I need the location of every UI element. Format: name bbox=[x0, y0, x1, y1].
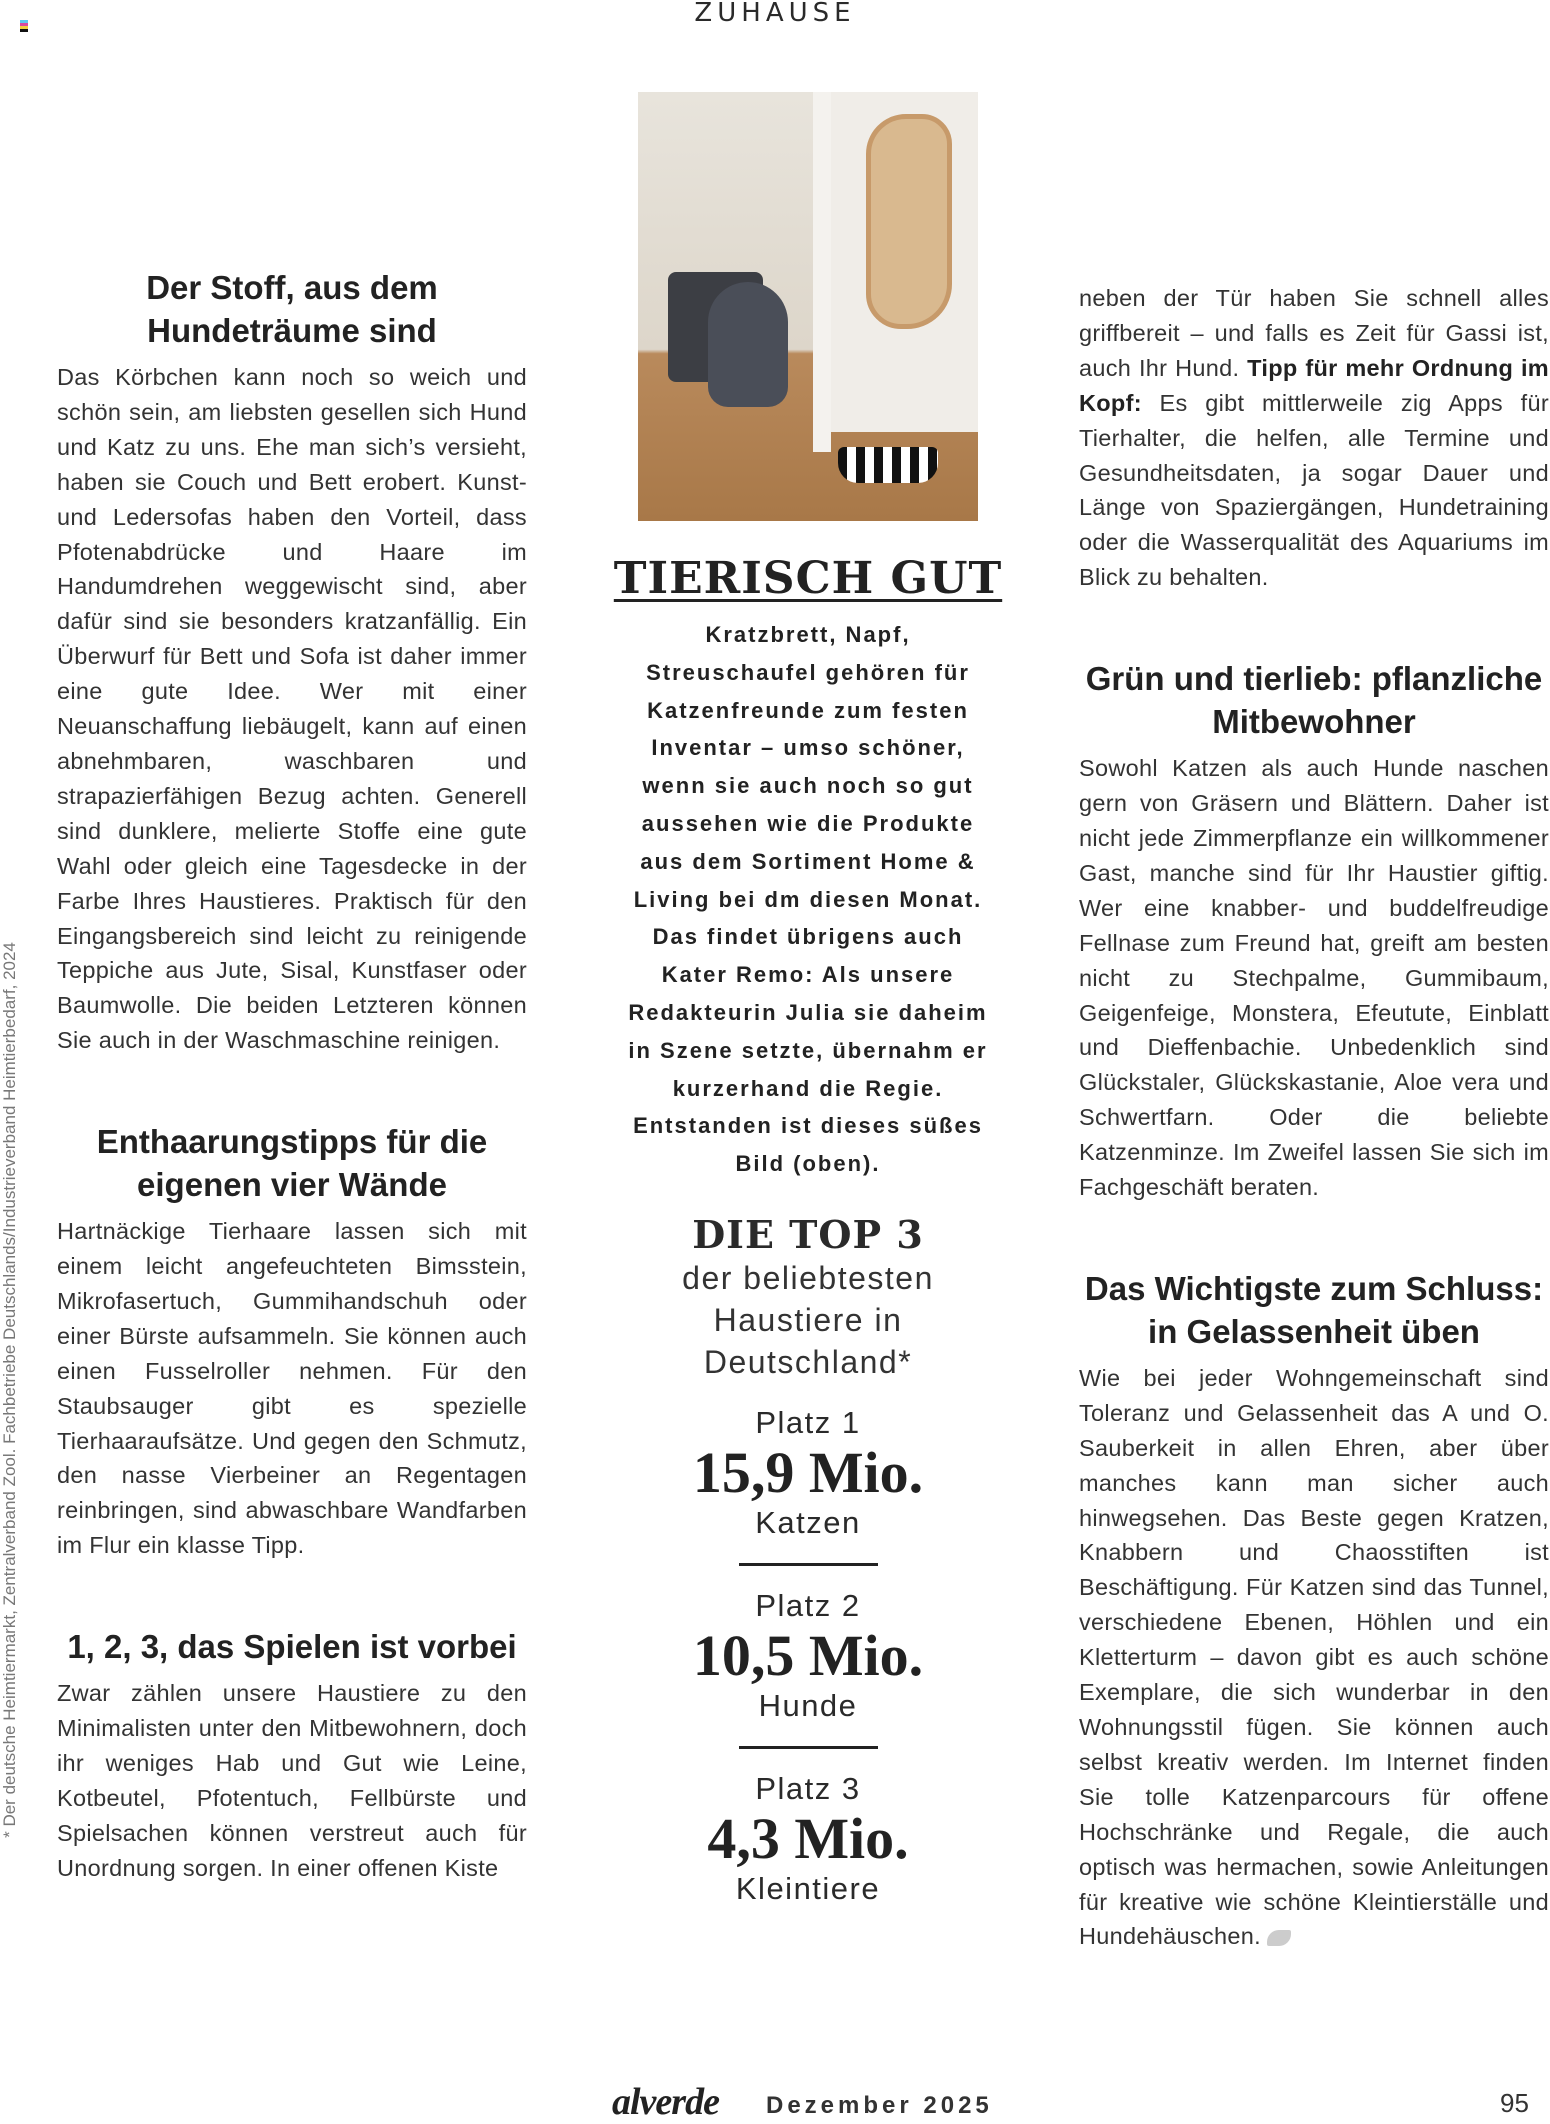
heading-spielen: 1, 2, 3, das Spielen ist vorbei bbox=[67, 1628, 517, 1666]
footnote-source: * Der deutsche Heimtiermarkt, Zentralverband Zool. Fachbetriebe Deutschlands/Industrieverband Heimtierbedarf, 2024 bbox=[0, 942, 19, 1838]
door-frame bbox=[813, 92, 831, 452]
rank-animal: Kleintiere bbox=[735, 1870, 881, 1906]
section-header: ZUHAUSE bbox=[694, 0, 856, 28]
top3-heading: DIE TOP 3 bbox=[692, 1211, 924, 1257]
heading-gruen: Grün und tierlieb: pflanzliche Mitbewohner bbox=[1085, 660, 1543, 741]
rank-2 bbox=[620, 1586, 996, 1726]
cat-interior-photo bbox=[638, 92, 978, 521]
left-column bbox=[57, 266, 527, 1886]
cat bbox=[708, 282, 788, 407]
paragraph-spielen: Zwar zählen unsere Haustiere zu den Minimalisten unter den Mitbewohnern, doch ihr weniges Hab und Gut wie Leine, Kotbeutel, Pfotentuch, Fellbürste und Spielsachen können verstreut auch für Unordnung sorgen. In einer offenen Kiste bbox=[57, 1680, 527, 1881]
paragraph-schluss-wrap bbox=[1079, 1361, 1549, 1954]
rank-value: 4,3 Mio. bbox=[707, 1805, 909, 1871]
paragraph-ordnung bbox=[1079, 281, 1549, 595]
rank-1 bbox=[620, 1403, 996, 1543]
magazine-logo: alverde bbox=[612, 2081, 719, 2123]
scratching-board bbox=[866, 114, 952, 329]
heading-schluss: Das Wichtigste zum Schluss: in Gelassenheit üben bbox=[1084, 1269, 1544, 1350]
issue-date: Dezember 2025 bbox=[766, 2092, 993, 2119]
rank-animal: Hunde bbox=[758, 1687, 858, 1723]
heading-stoff: Der Stoff, aus dem Hundeträume sind bbox=[146, 269, 438, 349]
paragraph-schluss: Wie bei jeder Wohngemeinschaft sind Toleranz und Gelassenheit das A und O. Sauberkeit in allen Ehren, aber über manches kann man sicher auch hinwegsehen. Das Beste gegen Kratzen, Knabbern und Chaosstiften ist Beschäftigung. Für Katzen sind das Tunnel, verschiedene Ebenen, Höhlen und ein Kletterturm – davon gibt es auch schöne Exemplare, die sich wunderbar in den Wohnungsstil fügen. Sie können auch selbst kreativ werden. Im Internet finden Sie tolle Katzenparcours für offene Hochschränke und Regale, die auch optisch was hermachen, sowie Anleitungen für kreative wie schöne Kleintierställe und Hundehäuschen. bbox=[1079, 1364, 1549, 1950]
bold-tip: Tipp für mehr Ordnung im Kopf: bbox=[1079, 354, 1549, 416]
middle-column bbox=[610, 554, 1006, 1909]
right-column bbox=[1079, 281, 1549, 1954]
rank-place: Platz 3 bbox=[755, 1770, 861, 1806]
top3-subtitle: der beliebtesten Haustiere in Deutschland* bbox=[682, 1259, 934, 1380]
box-text: Kratzbrett, Napf, Streuschaufel gehören für Katzenfreunde zum festen Inventar – umso schöner, wenn sie auch noch so gut aussehen wie die Produkte aus dem Sortiment Home & Living bei dm diesen Monat. Das findet übrigens auch Kater Remo: Als unsere Redakteurin Julia sie daheim in Szene setzte, übernahm er kurzerhand die Regie. Entstanden ist dieses süßes Bild (oben). bbox=[628, 622, 988, 1177]
paragraph-gruen: Sowohl Katzen als auch Hunde naschen gern von Gräsern und Blättern. Daher ist nicht jede Zimmerpflanze ein willkommener Gast, manche sind für Ihr Haustier giftig. Wer eine knabber- und buddelfreudige Fellnase zum Freund hat, greift am besten nicht zu Stechpalme, Gummibaum, Geigenfeige, Monstera, Efeutute, Einblatt und Dieffenbachie. Unbedenklich sind Glückstaler, Glückskastanie, Aloe vera und Schwertfarn. Oder die beliebte Katzenminze. Im Zweifel lassen Sie sich im Fachgeschäft beraten. bbox=[1079, 755, 1549, 1201]
paragraph-stoff: Das Körbchen kann noch so weich und schön sein, am liebsten gesellen sich Hund und Katz zu uns. Ehe man sich’s versieht, haben sie Couch und Bett erobert. Kunst- und Ledersofas haben den Vorteil, dass Pfotenabdrücke und Haare im Handumdrehen weggewischt sind, aber dafür sind sie besonders kratzanfällig. Ein Überwurf für Bett und Sofa ist daher immer eine gute Idee. Wer mit einer Neuanschaffung liebäugelt, kann auf einen abnehmbaren, waschbaren und strapazierfähigen Bezug achten. Generell sind dunklere, melierte Stoffe eine gute Wahl oder gleich eine Tagesdecke in der Farbe Ihres Haustieres. Praktisch für den Eingangsbereich sind leicht zu reinigende Teppiche aus Jute, Sisal, Kunstfaser oder Baumwolle. Die beiden Letzteren können Sie auch in der Waschmaschine reinigen. bbox=[57, 364, 527, 1054]
paragraph-enthaarung: Hartnäckige Tierhaare lassen sich mit einem leicht angefeuchteten Bimsstein, Mikrofasertuch, Gummihandschuh oder einer Bürste aufsammeln. Sie können auch einen Fusselroller nehmen. Für den Staubsauger gibt es spezielle Tierhaaraufsätze. Und gegen den Schmutz, den nasse Vierbeiner an Regentagen reinbringen, sind abwaschbare Wandfarben im Flur ein klasse Tipp. bbox=[57, 1218, 527, 1559]
end-mark-icon bbox=[1267, 1930, 1291, 1946]
divider bbox=[739, 1563, 878, 1566]
rank-value: 15,9 Mio. bbox=[692, 1439, 924, 1505]
rank-place: Platz 1 bbox=[755, 1404, 861, 1440]
divider bbox=[739, 1746, 878, 1749]
rank-value: 10,5 Mio. bbox=[692, 1622, 924, 1688]
rank-3 bbox=[620, 1769, 996, 1909]
box-title: TIERISCH GUT bbox=[613, 553, 1003, 604]
page-number: 95 bbox=[1500, 2088, 1529, 2118]
striped-bowl bbox=[838, 447, 938, 483]
text-run: Es gibt mittlerweile zig Apps für Tierhalter, die helfen, alle Termine und Gesundheitsdaten, ja sogar Dauer und Länge von Spaziergängen, Hundetraining oder die Wasserqualität des Aquariums im Blick zu behalten. bbox=[1079, 389, 1549, 591]
text-run: neben der Tür haben Sie schnell alles griffbereit – und falls es Zeit für Gassi ist, auch Ihr Hund. bbox=[1079, 285, 1549, 381]
heading-enthaarung: Enthaarungstipps für die eigenen vier Wände bbox=[96, 1123, 488, 1204]
rank-place: Platz 2 bbox=[755, 1587, 861, 1623]
rank-animal: Katzen bbox=[755, 1504, 861, 1540]
